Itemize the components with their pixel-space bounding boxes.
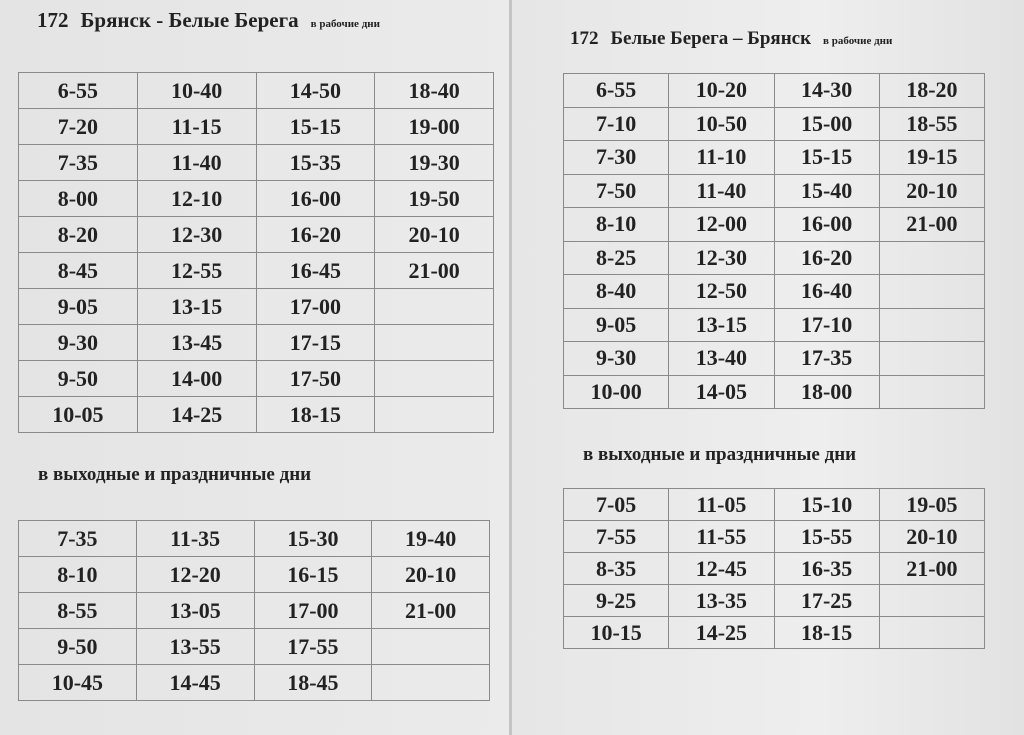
departure-time-cell: 9-05 [564, 308, 669, 342]
departure-time-cell: 20-10 [372, 557, 490, 593]
departure-time-cell: 18-15 [774, 617, 879, 649]
departure-time-cell: 14-50 [256, 73, 375, 109]
departure-time-cell: 16-20 [256, 217, 375, 253]
table-row [19, 629, 490, 665]
departure-time-cell: 12-30 [137, 217, 256, 253]
departure-time-cell [879, 585, 984, 617]
table-row [19, 665, 490, 701]
departure-time-cell: 21-00 [375, 253, 494, 289]
departure-time-cell: 17-55 [254, 629, 372, 665]
departure-time-cell: 6-55 [19, 73, 138, 109]
departure-time-cell [372, 665, 490, 701]
departure-time-cell: 10-50 [669, 107, 774, 141]
departure-time-cell: 18-40 [375, 73, 494, 109]
departure-time-cell: 13-40 [669, 342, 774, 376]
departure-time-cell: 20-10 [879, 521, 984, 553]
departure-time-cell: 19-00 [375, 109, 494, 145]
departure-time-cell: 16-20 [774, 241, 879, 275]
departure-time-cell: 16-45 [256, 253, 375, 289]
left-weekend-table [18, 520, 490, 701]
table-row [564, 521, 985, 553]
departure-time-cell: 15-15 [256, 109, 375, 145]
departure-time-cell: 11-10 [669, 141, 774, 175]
departure-time-cell: 13-55 [136, 629, 254, 665]
table-row [19, 361, 494, 397]
table-row [564, 308, 985, 342]
departure-time-cell: 14-25 [669, 617, 774, 649]
right-page [512, 0, 1024, 735]
departure-time-cell: 12-50 [669, 275, 774, 309]
departure-time-cell: 18-20 [879, 74, 984, 108]
left-weekday-table [18, 72, 494, 433]
route-number: 172 [37, 8, 69, 32]
departure-time-cell: 18-45 [254, 665, 372, 701]
left-title [37, 8, 380, 33]
table-row [564, 375, 985, 409]
departure-time-cell: 19-05 [879, 489, 984, 521]
departure-time-cell: 14-05 [669, 375, 774, 409]
departure-time-cell: 13-15 [669, 308, 774, 342]
departure-time-cell: 7-30 [564, 141, 669, 175]
right-title [570, 28, 892, 50]
departure-time-cell: 9-50 [19, 629, 137, 665]
table-row [564, 74, 985, 108]
departure-time-cell [375, 397, 494, 433]
departure-time-cell: 17-35 [774, 342, 879, 376]
departure-time-cell: 14-25 [137, 397, 256, 433]
departure-time-cell: 12-00 [669, 208, 774, 242]
departure-time-cell: 19-15 [879, 141, 984, 175]
table-row [19, 325, 494, 361]
right-weekend-heading: в выходные и праздничные дни [583, 444, 857, 465]
table-row [564, 241, 985, 275]
table-row [564, 489, 985, 521]
departure-time-cell: 21-00 [879, 553, 984, 585]
departure-time-cell: 13-15 [137, 289, 256, 325]
right-weekend-table [563, 488, 985, 649]
departure-time-cell: 8-00 [19, 181, 138, 217]
weekday-note: в рабочие дни [310, 18, 380, 30]
departure-time-cell: 21-00 [879, 208, 984, 242]
left-weekend-heading: в выходные и праздничные дни [38, 464, 312, 485]
departure-time-cell: 8-25 [564, 241, 669, 275]
departure-time-cell: 21-00 [372, 593, 490, 629]
table-row [564, 174, 985, 208]
departure-time-cell: 7-10 [564, 107, 669, 141]
departure-time-cell: 16-00 [774, 208, 879, 242]
table-row [564, 141, 985, 175]
departure-time-cell [372, 629, 490, 665]
departure-time-cell: 17-15 [256, 325, 375, 361]
departure-time-cell: 6-55 [564, 74, 669, 108]
departure-time-cell: 11-15 [137, 109, 256, 145]
departure-time-cell: 10-15 [564, 617, 669, 649]
table-row [564, 107, 985, 141]
departure-time-cell: 20-10 [879, 174, 984, 208]
departure-time-cell: 19-40 [372, 521, 490, 557]
departure-time-cell: 11-35 [136, 521, 254, 557]
departure-time-cell: 8-45 [19, 253, 138, 289]
table-row [19, 109, 494, 145]
departure-time-cell: 19-50 [375, 181, 494, 217]
departure-time-cell: 18-15 [256, 397, 375, 433]
departure-time-cell: 7-50 [564, 174, 669, 208]
table-row [19, 521, 490, 557]
departure-time-cell [879, 342, 984, 376]
departure-time-cell: 9-50 [19, 361, 138, 397]
departure-time-cell: 16-40 [774, 275, 879, 309]
table-row [564, 553, 985, 585]
departure-time-cell: 17-10 [774, 308, 879, 342]
departure-time-cell: 15-40 [774, 174, 879, 208]
departure-time-cell: 9-30 [564, 342, 669, 376]
right-weekday-table [563, 73, 985, 409]
table-row [564, 617, 985, 649]
departure-time-cell: 17-50 [256, 361, 375, 397]
departure-time-cell [879, 308, 984, 342]
departure-time-cell: 11-40 [669, 174, 774, 208]
departure-time-cell: 17-25 [774, 585, 879, 617]
departure-time-cell: 18-55 [879, 107, 984, 141]
departure-time-cell: 17-00 [254, 593, 372, 629]
departure-time-cell: 7-05 [564, 489, 669, 521]
departure-time-cell: 15-00 [774, 107, 879, 141]
departure-time-cell [375, 361, 494, 397]
departure-time-cell: 15-15 [774, 141, 879, 175]
departure-time-cell: 11-05 [669, 489, 774, 521]
departure-time-cell: 11-55 [669, 521, 774, 553]
departure-time-cell: 18-00 [774, 375, 879, 409]
table-row [564, 585, 985, 617]
departure-time-cell: 15-30 [254, 521, 372, 557]
route-name: Брянск - Белые Берега [80, 8, 299, 32]
departure-time-cell: 10-40 [137, 73, 256, 109]
table-row [19, 181, 494, 217]
departure-time-cell: 11-40 [137, 145, 256, 181]
departure-time-cell: 15-35 [256, 145, 375, 181]
route-name: Белые Берега – Брянск [610, 28, 812, 49]
departure-time-cell [375, 289, 494, 325]
table-row [19, 73, 494, 109]
departure-time-cell: 7-35 [19, 521, 137, 557]
departure-time-cell: 8-20 [19, 217, 138, 253]
table-row [19, 289, 494, 325]
departure-time-cell: 16-15 [254, 557, 372, 593]
weekday-note: в рабочие дни [823, 35, 893, 47]
departure-time-cell: 9-25 [564, 585, 669, 617]
departure-time-cell: 7-20 [19, 109, 138, 145]
departure-time-cell: 9-05 [19, 289, 138, 325]
departure-time-cell: 16-00 [256, 181, 375, 217]
departure-time-cell: 9-30 [19, 325, 138, 361]
departure-time-cell: 13-05 [136, 593, 254, 629]
departure-time-cell: 19-30 [375, 145, 494, 181]
departure-time-cell: 10-20 [669, 74, 774, 108]
departure-time-cell [879, 617, 984, 649]
departure-time-cell: 10-00 [564, 375, 669, 409]
table-row [564, 208, 985, 242]
departure-time-cell: 14-30 [774, 74, 879, 108]
departure-time-cell: 15-10 [774, 489, 879, 521]
departure-time-cell [879, 275, 984, 309]
departure-time-cell: 12-45 [669, 553, 774, 585]
table-row [19, 397, 494, 433]
departure-time-cell: 12-10 [137, 181, 256, 217]
departure-time-cell: 8-40 [564, 275, 669, 309]
departure-time-cell: 10-45 [19, 665, 137, 701]
departure-time-cell: 16-35 [774, 553, 879, 585]
table-row [19, 557, 490, 593]
departure-time-cell [879, 375, 984, 409]
departure-time-cell: 8-10 [19, 557, 137, 593]
table-row [564, 275, 985, 309]
table-row [19, 217, 494, 253]
departure-time-cell: 13-35 [669, 585, 774, 617]
departure-time-cell: 12-30 [669, 241, 774, 275]
departure-time-cell: 12-20 [136, 557, 254, 593]
table-row [564, 342, 985, 376]
departure-time-cell: 8-10 [564, 208, 669, 242]
departure-time-cell: 13-45 [137, 325, 256, 361]
departure-time-cell: 12-55 [137, 253, 256, 289]
left-page [0, 0, 510, 735]
departure-time-cell: 14-00 [137, 361, 256, 397]
departure-time-cell: 7-55 [564, 521, 669, 553]
table-row [19, 253, 494, 289]
table-row [19, 593, 490, 629]
departure-time-cell: 15-55 [774, 521, 879, 553]
departure-time-cell [879, 241, 984, 275]
departure-time-cell: 8-55 [19, 593, 137, 629]
departure-time-cell: 7-35 [19, 145, 138, 181]
departure-time-cell [375, 325, 494, 361]
departure-time-cell: 17-00 [256, 289, 375, 325]
departure-time-cell: 10-05 [19, 397, 138, 433]
departure-time-cell: 20-10 [375, 217, 494, 253]
route-number: 172 [570, 28, 599, 49]
departure-time-cell: 14-45 [136, 665, 254, 701]
departure-time-cell: 8-35 [564, 553, 669, 585]
table-row [19, 145, 494, 181]
